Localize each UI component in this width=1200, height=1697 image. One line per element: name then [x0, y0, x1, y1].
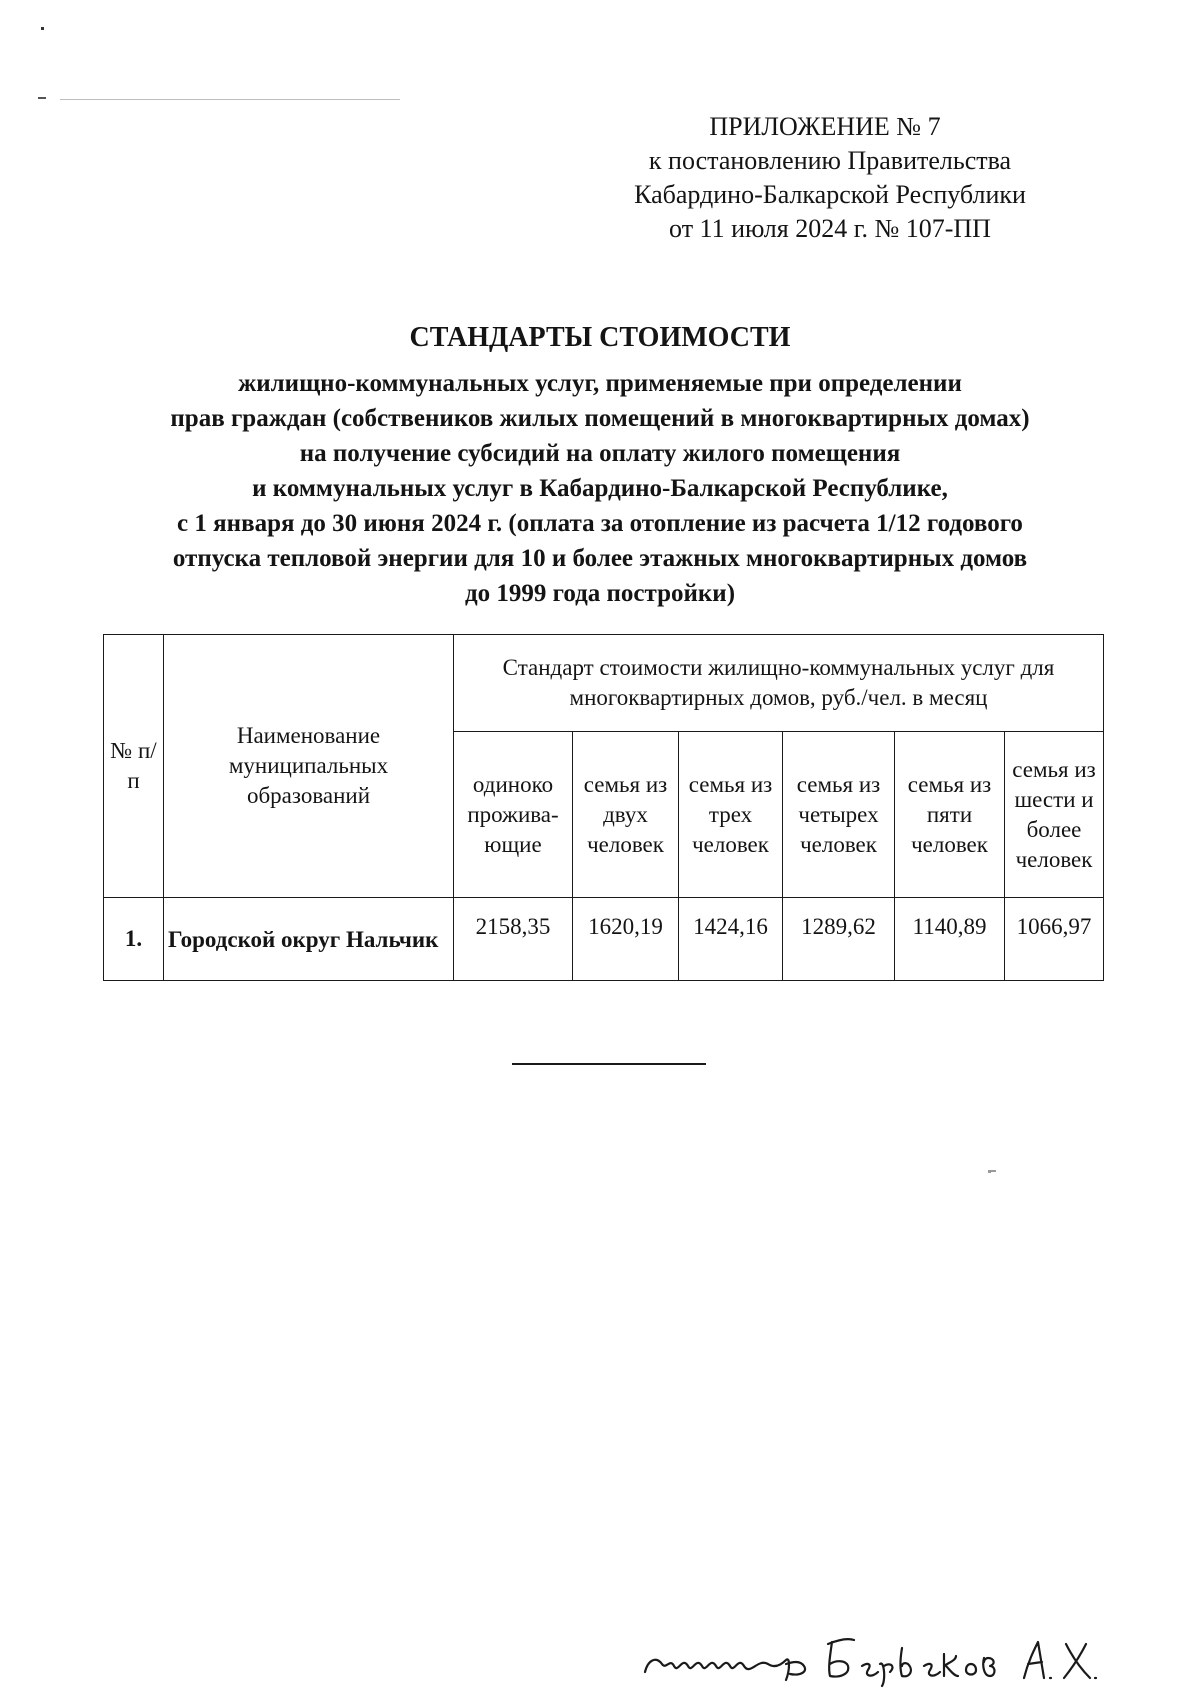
table-row: [104, 898, 1104, 981]
column-header: семья из пяти человек: [895, 732, 1005, 898]
row-value: 2158,35: [454, 898, 573, 981]
title-main: СТАНДАРТЫ СТОИМОСТИ: [409, 322, 791, 353]
column-header: семья из четырех человек: [783, 732, 895, 898]
row-value: 1424,16: [679, 898, 783, 981]
row-value: 1140,89: [895, 898, 1005, 981]
title-line: и коммунальных услуг в Кабардино-Балкарской Республике,: [252, 475, 948, 502]
title-line: на получение субсидий на оплату жилого помещения: [299, 440, 901, 467]
header-name: Наименование муниципальных образований: [164, 635, 454, 898]
appendix-heading: ПРИЛОЖЕНИЕ № 7: [709, 112, 941, 141]
row-value: 1289,62: [783, 898, 895, 981]
title-line: с 1 января до 30 июня 2024 г. (оплата за отопление из расчета 1/12 годового: [177, 510, 1023, 537]
appendix-line: к постановлению Правительства: [648, 146, 1012, 175]
document-title: [80, 318, 1120, 611]
header-group: Стандарт стоимости жилищно-коммунальных услуг для многоквартирных домов, руб./чел. в месяц: [454, 635, 1104, 732]
column-header: семья из двух человек: [573, 732, 679, 898]
scan-artifact: [38, 97, 46, 99]
column-header: семья из трех человек: [679, 732, 783, 898]
title-line: отпуска тепловой энергии для 10 и более этажных многоквартирных домов: [172, 545, 1028, 572]
title-line: до 1999 года постройки): [464, 580, 736, 607]
standards-table: [103, 634, 1104, 981]
row-number: 1.: [104, 898, 164, 981]
appendix-header: [560, 110, 1100, 246]
title-line: прав граждан (собствеников жилых помещений в многоквартирных домах): [170, 405, 1030, 432]
column-header: семья из шести и более человек: [1005, 732, 1104, 898]
end-divider: [512, 1063, 706, 1065]
scan-artifact: [41, 27, 44, 30]
scan-artifact: [60, 99, 400, 100]
handwritten-signature: [640, 1620, 1100, 1690]
appendix-line: Кабардино-Балкарской Республики: [634, 180, 1026, 209]
column-header: одиноко прожива-ющие: [454, 732, 573, 898]
row-value: 1620,19: [573, 898, 679, 981]
title-line: жилищно-коммунальных услуг, применяемые при определении: [238, 370, 962, 397]
row-name: Городской округ Нальчик: [164, 898, 454, 981]
appendix-line: от 11 июля 2024 г. № 107-ПП: [669, 214, 991, 243]
header-number: № п/п: [104, 635, 164, 898]
scan-artifact: [988, 1170, 991, 1173]
row-value: 1066,97: [1005, 898, 1104, 981]
